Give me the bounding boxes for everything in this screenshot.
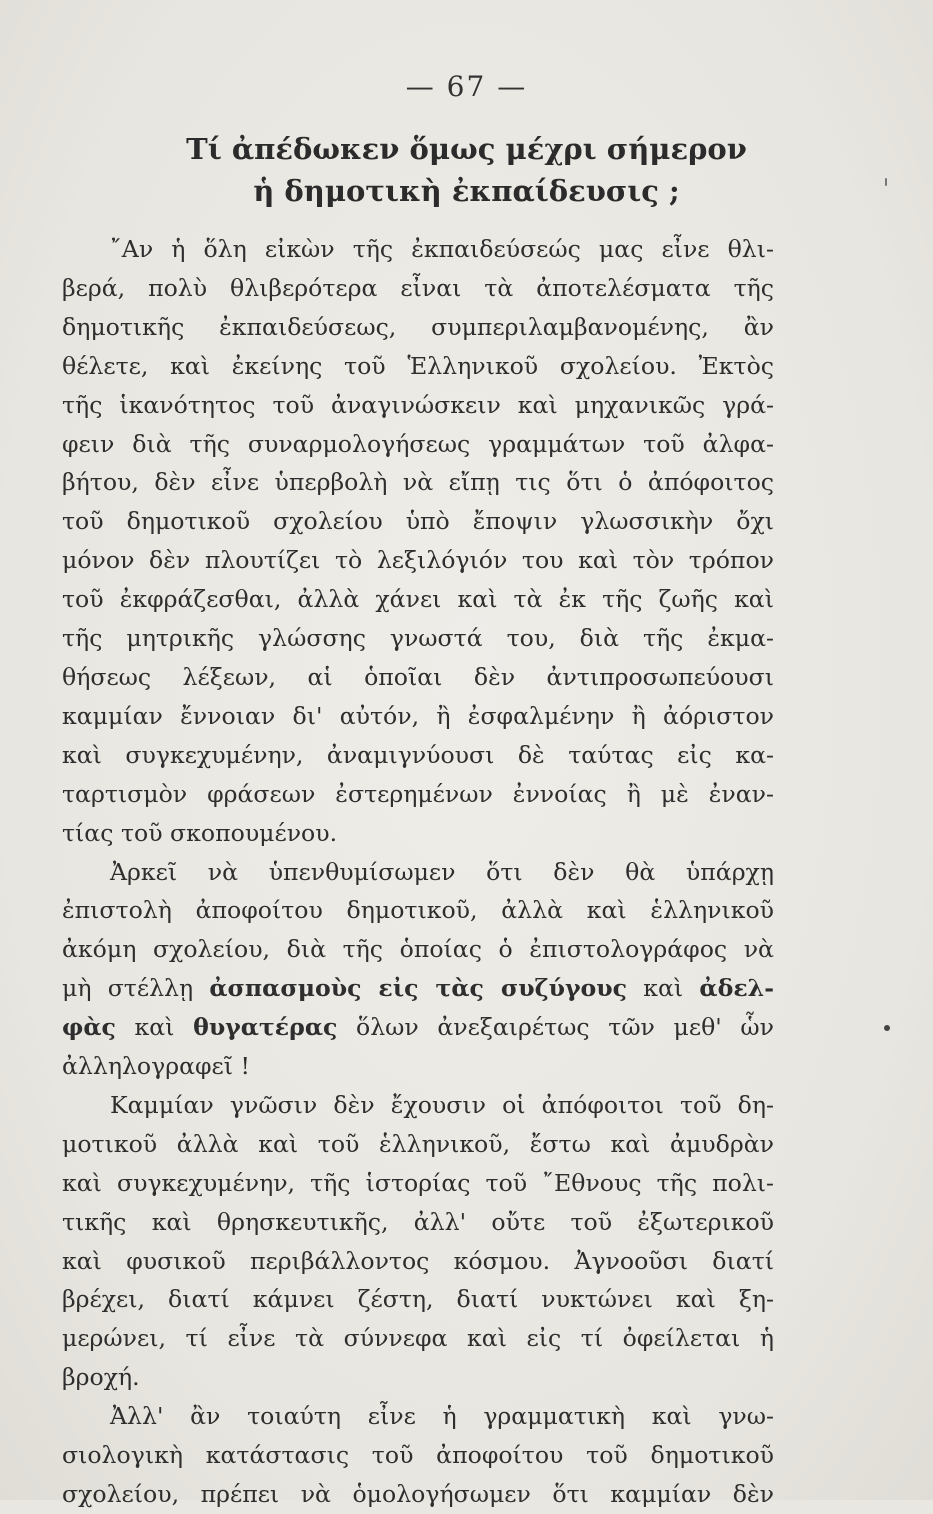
- text-line: ἐπιστολὴ ἀποφοίτου δημοτικοῦ, ἀλλὰ καὶ ἑλληνικοῦ: [62, 896, 774, 925]
- text-line: βρέχει, διατί κάμνει ζέστη, διατί νυκτώνει καὶ ξη-: [62, 1285, 774, 1314]
- text-line: μερώνει, τί εἶνε τὰ σύννεφα καὶ εἰς τί ὀφείλεται ἡ: [62, 1324, 774, 1353]
- text-line-mixed: [62, 1008, 774, 1047]
- section-heading: [60, 128, 873, 212]
- body-text: [62, 230, 774, 1514]
- text-segment: μὴ στέλλῃ: [62, 974, 210, 1003]
- text-line: τοῦ δημοτικοῦ σχολείου ὑπὸ ἔποψιν γλωσσικὴν ὄχι: [62, 507, 774, 536]
- print-speck: [885, 178, 887, 186]
- text-segment: καὶ: [627, 974, 700, 1003]
- text-line: τῆς μητρικῆς γλώσσης γνωστά του, διὰ τῆς ἐκμα-: [62, 624, 774, 653]
- text-line: Ἀρκεῖ νὰ ὑπενθυμίσωμεν ὅτι δὲν θὰ ὑπάρχῃ: [110, 857, 774, 886]
- bold-text: ἀσπασμοὺς εἰς τὰς: [209, 974, 501, 1003]
- text-segment: ὅλων ἀνεξαιρέτως τῶν μεθ' ὧν: [337, 1013, 774, 1042]
- text-line: Καμμίαν γνῶσιν δὲν ἔχουσιν οἱ ἀπόφοιτοι τοῦ δη-: [110, 1090, 774, 1119]
- text-line: καμμίαν ἔννοιαν δι' αὐτόν, ἢ ἐσφαλμένην ἢ ἀόριστον: [62, 701, 774, 730]
- heading-line-1: Τί ἀπέδωκεν ὅμως μέχρι σήμερον: [186, 132, 747, 166]
- text-line: μοτικοῦ ἀλλὰ καὶ τοῦ ἑλληνικοῦ, ἔστω καὶ ἀμυδρὰν: [62, 1129, 774, 1158]
- text-line: καὶ συγκεχυμένην, τῆς ἱστορίας τοῦ ῎Εθνους τῆς πολι-: [62, 1168, 774, 1197]
- text-line: τοῦ ἐκφράζεσθαι, ἀλλὰ χάνει καὶ τὰ ἐκ τῆς ζωῆς καὶ: [62, 585, 774, 614]
- text-line: θέλετε, καὶ ἐκείνης τοῦ Ἑλληνικοῦ σχολείου. Ἐκτὸς: [62, 351, 774, 380]
- text-line: θήσεως λέξεων, αἱ ὁποῖαι δὲν ἀντιπροσωπεύουσι: [62, 662, 774, 691]
- page-number: — 67 —: [405, 70, 528, 103]
- text-line: μόνον δὲν πλουτίζει τὸ λεξιλόγιόν του καὶ τὸν τρόπον: [62, 546, 774, 575]
- text-line: βερά, πολὺ θλιβερότερα εἶναι τὰ ἀποτελέσματα τῆς: [62, 273, 774, 302]
- text-line: ταρτισμὸν φράσεων ἐστερημένων ἐννοίας ἢ μὲ ἐναν-: [62, 779, 774, 808]
- bold-text: θυγατέρας: [193, 1013, 338, 1042]
- text-line: φειν διὰ τῆς συναρμολογήσεως γραμμάτων τοῦ ἀλφα-: [62, 429, 774, 458]
- text-line: καὶ συγκεχυμένην, ἀναμιγνύουσι δὲ ταύτας εἰς κα-: [62, 740, 774, 769]
- text-line: βήτου, δὲν εἶνε ὑπερβολὴ νὰ εἴπῃ τις ὅτι ὁ ἀπόφοιτος: [62, 468, 774, 497]
- print-speck: [884, 1025, 890, 1031]
- text-line: δημοτικῆς ἐκπαιδεύσεως, συμπεριλαμβανομένης, ἂν: [62, 312, 774, 341]
- text-line: ἀλληλογραφεῖ !: [62, 1052, 251, 1081]
- text-segment: καὶ: [115, 1013, 194, 1042]
- text-line: καὶ φυσικοῦ περιβάλλοντος κόσμου. Ἀγνοοῦσι διατί: [62, 1246, 774, 1275]
- text-line: βροχή.: [62, 1363, 140, 1392]
- text-line: Ἀλλ' ἂν τοιαύτη εἶνε ἡ γραμματικὴ καὶ γνω-: [110, 1402, 774, 1431]
- bold-text: φὰς: [62, 1013, 116, 1042]
- text-line: ἀκόμη σχολείου, διὰ τῆς ὁποίας ὁ ἐπιστολογράφος νὰ: [62, 935, 774, 964]
- heading-line-2: ἡ δημοτικὴ ἐκπαίδευσις ;: [253, 174, 680, 208]
- bold-text: ἀδελ-: [699, 974, 774, 1003]
- text-line: σχολείου, πρέπει νὰ ὁμολογήσωμεν ὅτι καμμίαν δὲν: [62, 1480, 774, 1508]
- text-line: σιολογικὴ κατάστασις τοῦ ἀποφοίτου τοῦ δημοτικοῦ: [62, 1441, 774, 1470]
- text-line: τῆς ἱκανότητος τοῦ ἀναγινώσκειν καὶ μηχανικῶς γρά-: [62, 390, 774, 419]
- text-line: τικῆς καὶ θρησκευτικῆς, ἀλλ' οὔτε τοῦ ἐξωτερικοῦ: [62, 1207, 774, 1236]
- bold-text: συζύγους: [500, 974, 628, 1003]
- text-line: ῎Αν ἡ ὅλη εἰκὼν τῆς ἐκπαιδεύσεώς μας εἶνε θλι-: [110, 235, 774, 263]
- text-line: τίας τοῦ σκοπουμένου.: [62, 818, 338, 847]
- text-line-mixed: [62, 969, 774, 1008]
